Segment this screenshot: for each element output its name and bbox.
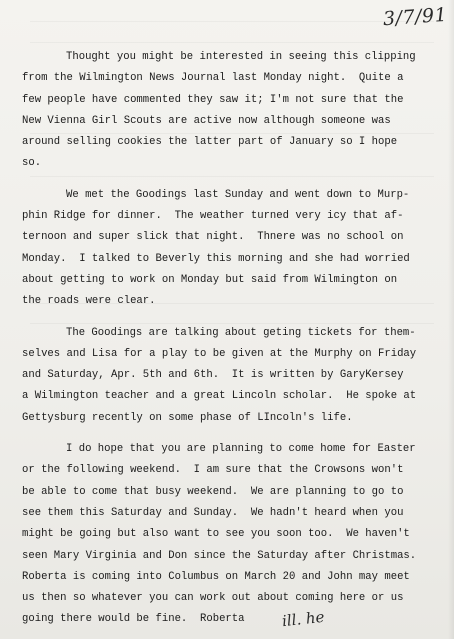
letter-body xyxy=(22,47,446,639)
letter-line: us then so whatever you can work out about coming here or us xyxy=(22,592,404,605)
letter-paragraph xyxy=(22,185,446,313)
letter-line: see them this Saturday and Sunday. We hadn't heard when you xyxy=(22,506,404,519)
letter-line: Roberta is coming into Columbus on March 20 and John may meet xyxy=(22,570,410,583)
letter-line: I do hope that you are planning to come home for Easter xyxy=(66,443,416,456)
letter-line: about getting to work on Monday but said from Wilmington on xyxy=(22,273,398,286)
letter-line: selves and Lisa for a play to be given at the Murphy on Friday xyxy=(22,347,417,360)
letter-line: few people have commented they saw it; I'm not sure that the xyxy=(22,93,404,106)
letter-line: Monday. I talked to Beverly this morning and she had worried xyxy=(22,252,410,265)
letter-line: around selling cookies the latter part of January so I hope xyxy=(22,136,398,149)
letter-line: Thought you might be interested in seeing this clipping xyxy=(66,51,416,63)
letter-line: going there would be fine. Roberta xyxy=(22,613,245,626)
letter-line: so. xyxy=(22,157,42,170)
letter-line: and Saturday, Apr. 5th and 6th. It is written by GaryKersey xyxy=(22,369,404,382)
letter-line: or the following weekend. I am sure that the Crowsons won't xyxy=(22,464,404,477)
handwritten-note: ill. he xyxy=(281,607,326,631)
letter-line: We met the Goodings last Sunday and went down to Murp- xyxy=(66,188,410,201)
letter-line: from the Wilmington News Journal last Monday night. Quite a xyxy=(22,72,404,85)
letter-line: Gettysburg recently on some phase of LIncoln's life. xyxy=(22,411,353,424)
letter-line: The Goodings are talking about geting tickets for them- xyxy=(66,326,416,339)
letter-line: a Wilmington teacher and a great Lincoln scholar. He spoke at xyxy=(22,390,417,403)
letter-line: ternoon and super slick that night. Thnere was no school on xyxy=(22,231,404,244)
letter-line: phin Ridge for dinner. The weather turned very icy that af- xyxy=(22,210,404,223)
handwritten-date: 3/7/91 xyxy=(382,3,448,31)
letter-line: might be going but also want to see you soon too. We haven't xyxy=(22,528,410,541)
letter-line: the roads were clear. xyxy=(22,295,156,308)
letter-paragraph xyxy=(22,439,446,631)
letter-line: seen Mary Virginia and Don since the Saturday after Christmas. xyxy=(22,549,417,562)
letter-paragraph xyxy=(22,323,446,429)
letter-line: New Vienna Girl Scouts are active now although someone was xyxy=(22,114,391,127)
letter-line: be able to come that busy weekend. We are planning to go to xyxy=(22,485,404,498)
page-edge-shadow xyxy=(448,0,454,639)
letter-paragraph xyxy=(22,47,446,175)
